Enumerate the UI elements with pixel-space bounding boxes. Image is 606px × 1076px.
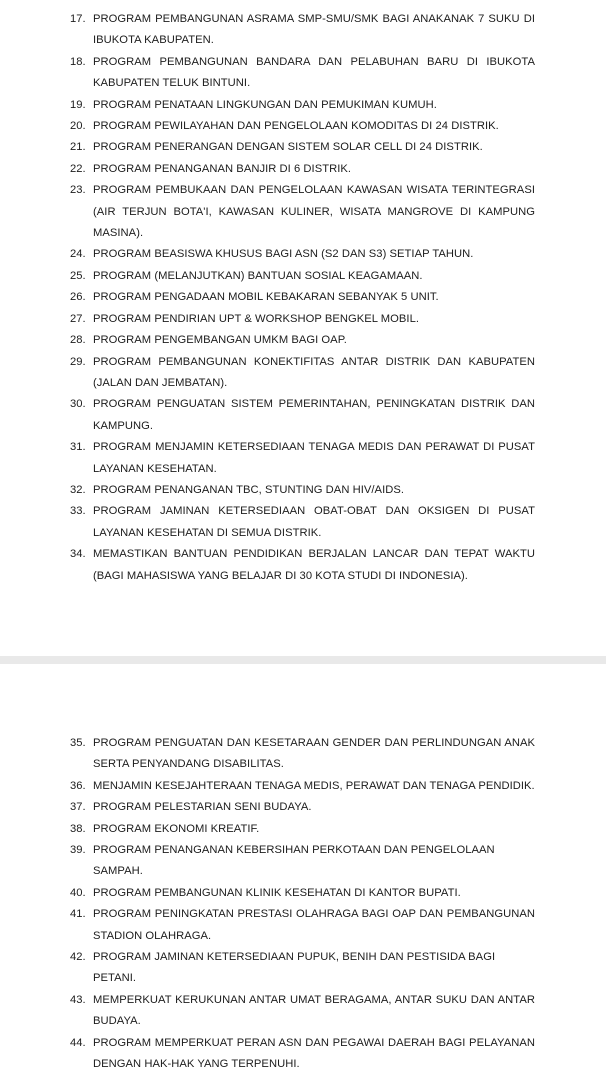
- list-item: [70, 394, 535, 437]
- list-item: [70, 287, 535, 308]
- item-number: 19.: [70, 98, 86, 111]
- list-item: [70, 990, 535, 1033]
- item-text: PROGRAM (MELANJUTKAN) BANTUAN SOSIAL KEAGAMAAN.: [93, 269, 423, 282]
- item-number: 18.: [70, 55, 86, 68]
- list-item: [70, 159, 535, 180]
- item-text: PROGRAM MEMPERKUAT PERAN ASN DAN PEGAWAI DAERAH BAGI PELAYANAN DENGAN HAK-HAK YANG TERPENUHI.: [93, 1036, 535, 1071]
- item-text: PROGRAM PENANGANAN KEBERSIHAN PERKOTAAN DAN PENGELOLAAN SAMPAH.: [93, 844, 495, 878]
- list-item: [70, 733, 535, 776]
- item-number: 43.: [70, 993, 86, 1006]
- page-separator: [0, 656, 606, 664]
- item-text: PROGRAM MENJAMIN KETERSEDIAAN TENAGA MEDIS DAN PERAWAT DI PUSAT LAYANAN KESEHATAN.: [93, 441, 535, 475]
- item-text: PROGRAM PENDIRIAN UPT & WORKSHOP BENGKEL MOBIL.: [93, 312, 420, 325]
- item-number: 33.: [70, 505, 86, 518]
- item-text: PROGRAM PEMBUKAAN DAN PENGELOLAAN KAWASAN WISATA TERINTEGRASI (AIR TERJUN BOTA'I, KAWASAN KULINER, WISATA MANGROVE DI KAMPUNG MASINA).: [93, 184, 535, 240]
- item-number: 20.: [70, 120, 86, 133]
- item-number: 17.: [70, 13, 86, 25]
- item-text: PROGRAM PENGUATAN SISTEM PEMERINTAHAN, PENINGKATAN DISTRIK DAN KAMPUNG.: [93, 398, 535, 432]
- list-item: [70, 137, 535, 158]
- list-item: [70, 244, 535, 265]
- item-number: 36.: [70, 779, 86, 792]
- item-number: 38.: [70, 822, 86, 835]
- item-number: 28.: [70, 334, 86, 347]
- item-number: 31.: [70, 441, 86, 454]
- item-number: 21.: [70, 141, 86, 154]
- list-item: [70, 309, 535, 330]
- item-number: 32.: [70, 483, 86, 496]
- list-item: [70, 1033, 535, 1076]
- list-item: [70, 947, 535, 990]
- item-text: PROGRAM EKONOMI KREATIF.: [93, 822, 260, 835]
- list-item: [70, 797, 535, 818]
- item-text: PROGRAM PENGUATAN DAN KESETARAAN GENDER DAN PERLINDUNGAN ANAK SERTA PENYANDANG DISABILITAS.: [93, 737, 535, 771]
- item-text: PROGRAM PENINGKATAN PRESTASI OLAHRAGA BAGI OAP DAN PEMBANGUNAN STADION OLAHRAGA.: [93, 908, 535, 942]
- item-number: 26.: [70, 291, 86, 304]
- item-text: PROGRAM PEMBANGUNAN KLINIK KESEHATAN DI KANTOR BUPATI.: [93, 886, 461, 899]
- list-item: [70, 437, 535, 480]
- item-text: PROGRAM PENERANGAN DENGAN SISTEM SOLAR CELL DI 24 DISTRIK.: [93, 141, 483, 154]
- list-item: [70, 480, 535, 501]
- program-list-page-2: [70, 733, 535, 1076]
- list-item: [70, 819, 535, 840]
- item-number: 39.: [70, 844, 86, 857]
- item-text: PROGRAM PENANGANAN BANJIR DI 6 DISTRIK.: [93, 162, 352, 175]
- list-item: [70, 52, 535, 95]
- program-list-page-1: [70, 9, 535, 587]
- list-item: [70, 544, 535, 587]
- list-item: [70, 180, 535, 244]
- item-number: 35.: [70, 737, 86, 749]
- item-number: 24.: [70, 248, 86, 261]
- item-text: PROGRAM PENATAAN LINGKUNGAN DAN PEMUKIMAN KUMUH.: [93, 98, 437, 111]
- item-number: 27.: [70, 312, 86, 325]
- item-number: 25.: [70, 269, 86, 282]
- item-number: 40.: [70, 886, 86, 899]
- list-item: [70, 9, 535, 52]
- list-item: [70, 352, 535, 395]
- list-item: [70, 501, 535, 544]
- list-item: [70, 904, 535, 947]
- item-text: PROGRAM PEMBANGUNAN BANDARA DAN PELABUHAN BARU DI IBUKOTA KABUPATEN TELUK BINTUNI.: [93, 55, 535, 90]
- list-item: [70, 883, 535, 904]
- item-text: MEMPERKUAT KERUKUNAN ANTAR UMAT BERAGAMA, ANTAR SUKU DAN ANTAR BUDAYA.: [93, 993, 535, 1028]
- list-item: [70, 330, 535, 351]
- item-number: 22.: [70, 162, 86, 175]
- item-text: PROGRAM PENGEMBANGAN UMKM BAGI OAP.: [93, 334, 347, 347]
- item-number: 41.: [70, 908, 86, 921]
- list-item: [70, 95, 535, 116]
- item-number: 30.: [70, 398, 86, 411]
- list-item: [70, 776, 535, 797]
- list-item: [70, 266, 535, 287]
- item-text: PROGRAM PENANGANAN TBC, STUNTING DAN HIV/AIDS.: [93, 483, 405, 496]
- item-number: 34.: [70, 548, 86, 561]
- item-text: MENJAMIN KESEJAHTERAAN TENAGA MEDIS, PERAWAT DAN TENAGA PENDIDIK.: [93, 779, 535, 792]
- item-text: PROGRAM JAMINAN KETERSEDIAAN PUPUK, BENIH DAN PESTISIDA BAGI PETANI.: [93, 951, 496, 985]
- item-text: PROGRAM PEMBANGUNAN ASRAMA SMP-SMU/SMK BAGI ANAKANAK 7 SUKU DI IBUKOTA KABUPATEN.: [93, 13, 535, 47]
- item-text: PROGRAM PENGADAAN MOBIL KEBAKARAN SEBANYAK 5 UNIT.: [93, 291, 439, 304]
- item-text: PROGRAM JAMINAN KETERSEDIAAN OBAT-OBAT DAN OKSIGEN DI PUSAT LAYANAN KESEHATAN DI SEMUA DISTRIK.: [93, 505, 535, 539]
- item-text: PROGRAM PEMBANGUNAN KONEKTIFITAS ANTAR DISTRIK DAN KABUPATEN (JALAN DAN JEMBATAN).: [93, 355, 535, 389]
- item-number: 42.: [70, 951, 86, 964]
- item-text: MEMASTIKAN BANTUAN PENDIDIKAN BERJALAN LANCAR DAN TEPAT WAKTU (BAGI MAHASISWA YANG BELAJAR DI 30 KOTA STUDI DI INDONESIA).: [93, 548, 535, 582]
- item-number: 29.: [70, 355, 86, 368]
- item-text: PROGRAM PEWILAYAHAN DAN PENGELOLAAN KOMODITAS DI 24 DISTRIK.: [93, 120, 499, 133]
- list-item: [70, 840, 535, 883]
- document-page-2: [0, 664, 606, 1071]
- item-number: 44.: [70, 1036, 86, 1049]
- item-text: PROGRAM PELESTARIAN SENI BUDAYA.: [93, 801, 312, 814]
- item-text: PROGRAM BEASISWA KHUSUS BAGI ASN (S2 DAN S3) SETIAP TAHUN.: [93, 248, 474, 261]
- item-number: 23.: [70, 184, 86, 197]
- list-item: [70, 116, 535, 137]
- item-number: 37.: [70, 801, 86, 814]
